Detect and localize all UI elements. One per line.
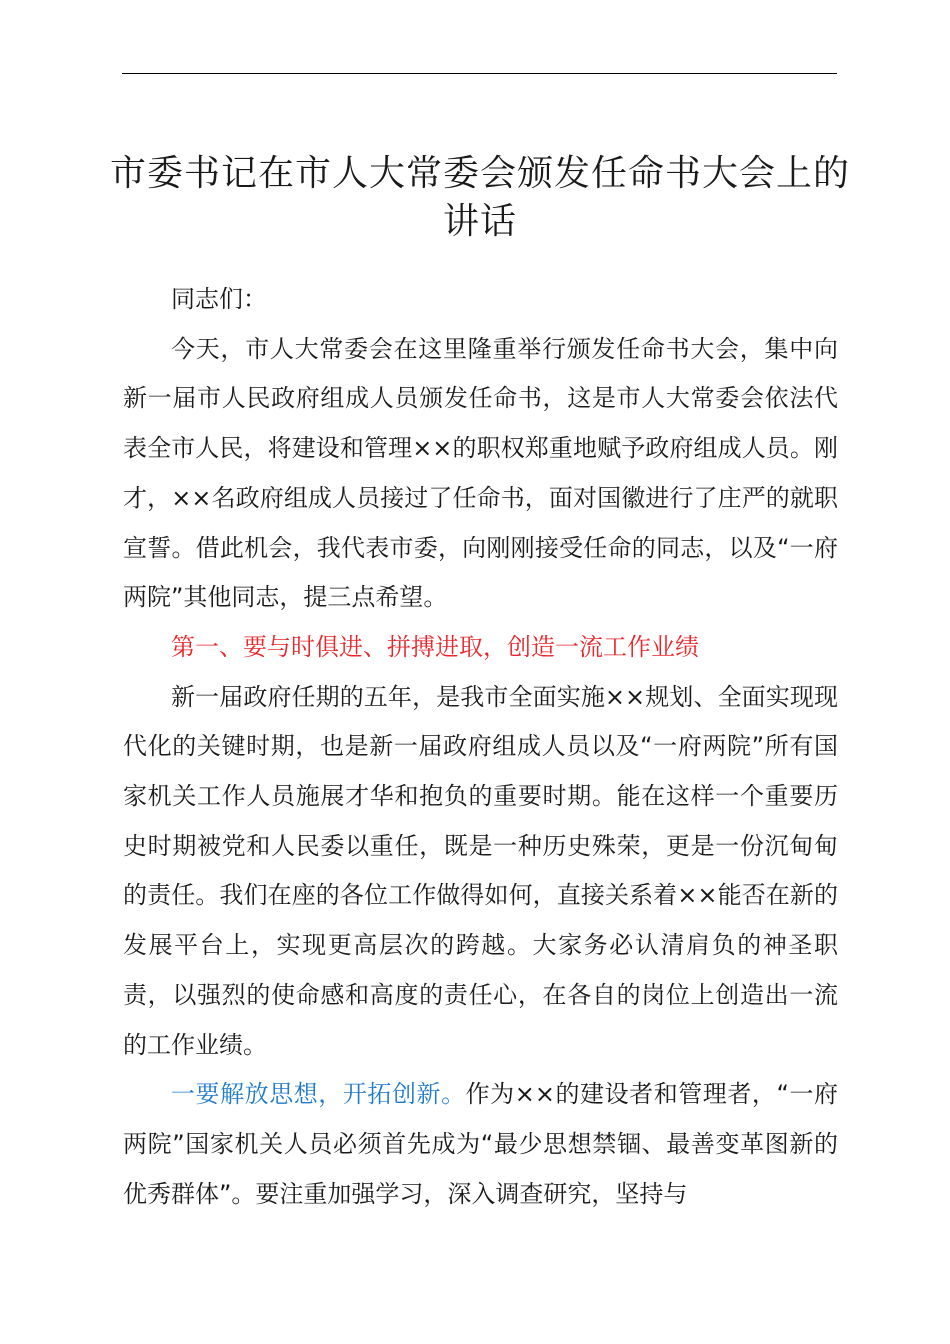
header-rule [122, 73, 837, 74]
point-1-text: 作为××的建设者和管理者，“一府两院”国家机关人员必须首先成为“最少思想禁锢、最善变革图新的优秀群体”。要注重加强学习，深入调查研究，坚持与 [123, 1080, 838, 1208]
document-body [123, 275, 838, 1219]
paragraph-intro: 今天，市人大常委会在这里隆重举行颁发任命书大会，集中向新一届市人民政府组成人员颁发任命书，这是市人大常委会依法代表全市人民，将建设和管理××的职权郑重地赋予政府组成人员。刚才，××名政府组成人员接过了任命书，面对国徽进行了庄严的就职宣誓。借此机会，我代表市委，向刚刚接受任命的同志，以及“一府两院”其他同志，提三点希望。 [123, 334, 838, 612]
section-heading-1: 第一、要与时俱进、拼搏进取，创造一流工作业绩 [171, 632, 699, 661]
greeting: 同志们： [171, 285, 267, 313]
paragraph-term: 新一届政府任期的五年，是我市全面实施××规划、全面实现现代化的关键时期，也是新一届政府组成人员以及“一府两院”所有国家机关工作人员施展才华和抱负的重要时期。能在这样一个重要历史时期被党和人民委以重任，既是一种历史殊荣，更是一份沉甸甸的责任。我们在座的各位工作做得如何，直接关系着××能否在新的发展平台上，实现更高层次的跨越。大家务必认清肩负的神圣职责，以强烈的使命感和高度的责任心，在各自的岗位上创造出一流的工作业绩。 [123, 682, 838, 1059]
paragraph-point-1 [123, 1070, 838, 1219]
point-1-lead: 一要解放思想，开拓创新。 [171, 1080, 466, 1109]
page-title: 市委书记在市人大常委会颁发任命书大会上的讲话 [109, 153, 850, 242]
